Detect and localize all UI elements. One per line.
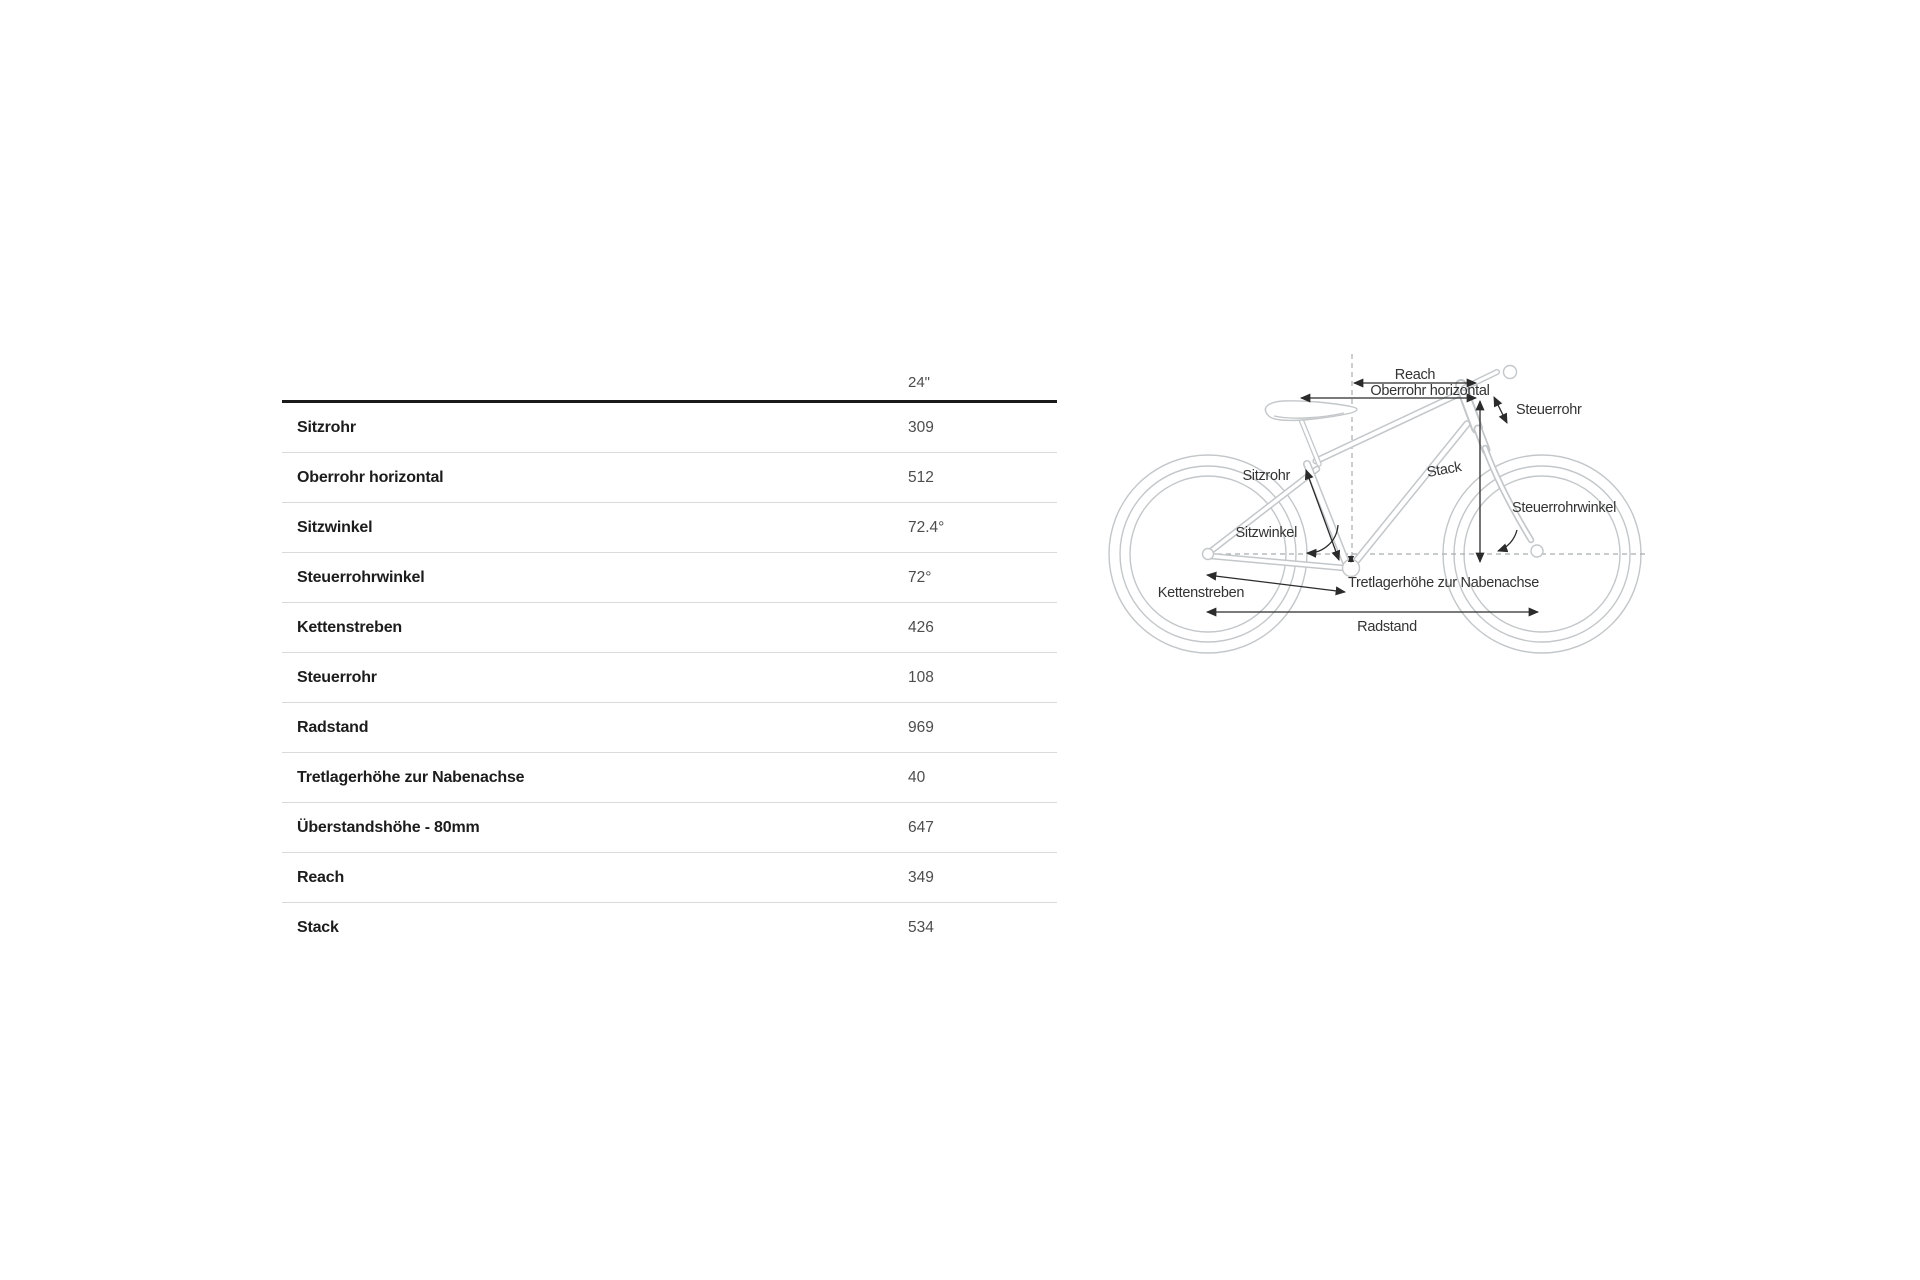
table-header-row	[282, 352, 1057, 403]
row-label: Reach	[297, 868, 345, 886]
row-label: Stack	[297, 918, 339, 936]
row-value: 72°	[908, 568, 932, 586]
row-value: 309	[908, 418, 934, 436]
handlebar-grip	[1504, 366, 1517, 379]
table-row	[282, 503, 1057, 553]
row-value: 969	[908, 718, 934, 736]
table-row	[282, 903, 1057, 952]
table-row	[282, 803, 1057, 853]
table-row	[282, 453, 1057, 503]
row-label: Steuerrohrwinkel	[297, 568, 425, 586]
geometry-table	[282, 352, 1057, 952]
diagram-label-steuerrohr: Steuerrohr	[1516, 402, 1582, 418]
diagram-labels	[1158, 367, 1616, 635]
steuerrohr-arrow	[1494, 397, 1507, 423]
row-value: 108	[908, 668, 934, 686]
row-value: 426	[908, 618, 934, 636]
row-label: Kettenstreben	[297, 618, 402, 636]
row-value: 349	[908, 868, 934, 886]
row-label: Tretlagerhöhe zur Nabenachse	[297, 768, 525, 786]
row-value: 512	[908, 468, 934, 486]
table-row	[282, 553, 1057, 603]
table-row	[282, 653, 1057, 703]
row-value: 72.4°	[908, 518, 945, 536]
diagram-label-sitzrohr: Sitzrohr	[1242, 468, 1290, 484]
row-label: Oberrohr horizontal	[297, 468, 444, 486]
diagram-label-reach: Reach	[1394, 367, 1436, 383]
diagram-label-kettenstreben: Kettenstreben	[1157, 585, 1245, 601]
row-label: Radstand	[297, 718, 369, 736]
bottom-bracket	[1343, 560, 1360, 577]
sitzrohr-arrow	[1306, 470, 1339, 560]
row-label: Steuerrohr	[297, 668, 377, 686]
diagram-label-sitzwinkel: Sitzwinkel	[1235, 525, 1297, 541]
diagram-label-tretlagerhoehe: Tretlagerhöhe zur Nabenachse	[1348, 575, 1539, 591]
table-row	[282, 703, 1057, 753]
row-label: Sitzrohr	[297, 418, 356, 436]
row-value: 534	[908, 918, 934, 936]
row-label: Überstandshöhe - 80mm	[297, 818, 480, 836]
row-value: 647	[908, 818, 934, 836]
bike-geometry-svg	[1100, 350, 1660, 680]
front-dropout	[1531, 545, 1543, 557]
table-row	[282, 403, 1057, 453]
diagram-label-oberrohr: Oberrohr horizontal	[1370, 383, 1490, 399]
table-row	[282, 853, 1057, 903]
diagram-label-radstand: Radstand	[1357, 619, 1417, 635]
steuerrohrwinkel-arc	[1498, 530, 1517, 551]
row-value: 40	[908, 768, 926, 786]
row-label: Sitzwinkel	[297, 518, 373, 536]
table-row	[282, 753, 1057, 803]
diagram-label-steuerrohrwinkel: Steuerrohrwinkel	[1512, 500, 1616, 516]
table-row	[282, 603, 1057, 653]
diagram-label-stack: Stack	[1425, 459, 1463, 481]
rear-dropout	[1203, 549, 1214, 560]
size-column-header: 24"	[908, 374, 931, 391]
bike-geometry-diagram	[1100, 350, 1660, 680]
